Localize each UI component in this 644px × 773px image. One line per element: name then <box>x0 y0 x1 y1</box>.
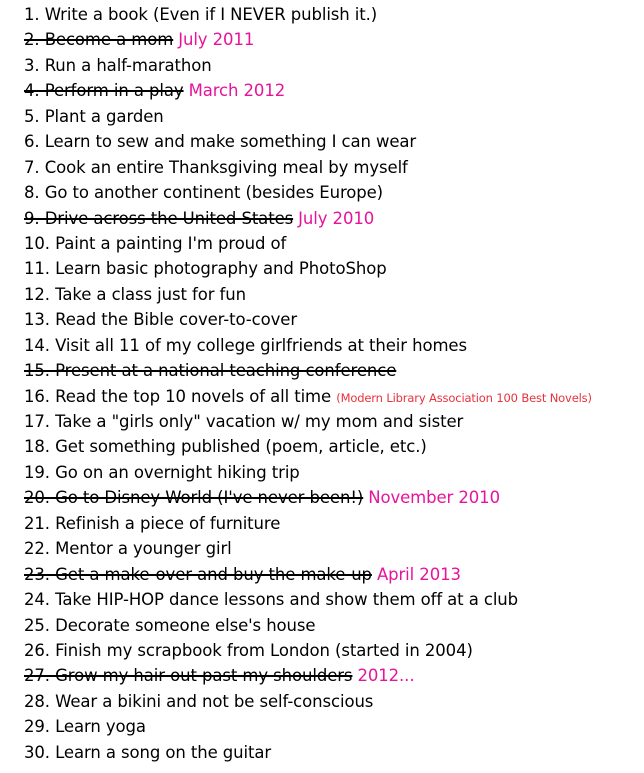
item-text: 17. Take a "girls only" vacation w/ my mom and sister <box>24 412 464 431</box>
list-item <box>24 663 640 688</box>
item-text: 29. Learn yoga <box>24 717 146 737</box>
item-text: 10. Paint a painting I'm proud of <box>24 233 287 253</box>
item-text: 19. Go on an overnight hiking trip <box>24 462 300 482</box>
list-item <box>24 409 640 434</box>
list-item <box>24 485 640 510</box>
list-item <box>24 53 640 78</box>
list-item <box>24 180 640 205</box>
item-text: 7. Cook an entire Thanksgiving meal by myself <box>24 157 408 177</box>
list-item <box>24 27 640 52</box>
completed-item-text: 4. Perform in a play <box>24 81 184 101</box>
list-item <box>24 536 640 561</box>
list-item <box>24 358 640 383</box>
completed-item-text: 20. Go to Disney World (I've never been!) <box>24 488 364 508</box>
item-text: 25. Decorate someone else's house <box>24 615 316 635</box>
completion-date: July 2011 <box>178 30 255 50</box>
item-text: 3. Run a half-marathon <box>24 55 212 75</box>
list-item <box>24 613 640 638</box>
list-item <box>24 638 640 663</box>
item-text: 16. Read the top 10 novels of all time <box>24 386 337 406</box>
completion-date: April 2013 <box>376 564 461 584</box>
completion-date: November 2010 <box>368 488 500 508</box>
item-text: 28. Wear a bikini and not be self-conscious <box>24 691 374 711</box>
list-item <box>24 714 640 739</box>
list-item <box>24 307 640 332</box>
item-text: 24. Take HIP-HOP dance lessons and show them off at a club <box>24 590 519 610</box>
list-item <box>24 689 640 714</box>
list-item <box>24 155 640 180</box>
item-text: 21. Refinish a piece of furniture <box>24 513 281 533</box>
item-text: 6. Learn to sew and make something I can wear <box>24 132 417 152</box>
bucket-list <box>24 2 640 765</box>
completed-item-text: 15. Present at a national teaching conference <box>24 361 397 381</box>
list-item <box>24 434 640 459</box>
list-item <box>24 231 640 256</box>
item-text: 1. Write a book (Even if I NEVER publish it.) <box>24 5 378 24</box>
list-item <box>24 511 640 536</box>
list-item <box>24 562 640 587</box>
completed-item-text: 2. Become a mom <box>24 30 174 50</box>
list-item <box>24 78 640 103</box>
item-text: 5. Plant a garden <box>24 106 164 126</box>
completion-date: March 2012 <box>188 81 286 101</box>
item-text: 14. Visit all 11 of my college girlfriends at their homes <box>24 335 467 355</box>
item-text: 18. Get something published (poem, article, etc.) <box>24 437 427 457</box>
list-item <box>24 129 640 154</box>
list-item <box>24 587 640 612</box>
list-item <box>24 384 640 409</box>
list-item <box>24 206 640 231</box>
list-item <box>24 460 640 485</box>
list-item <box>24 2 640 27</box>
item-text: 13. Read the Bible cover-to-cover <box>24 310 298 330</box>
list-item <box>24 256 640 281</box>
item-text: 12. Take a class just for fun <box>24 284 246 304</box>
item-text: 30. Learn a song on the guitar <box>24 742 272 762</box>
completion-date: July 2010 <box>298 208 375 228</box>
list-item <box>24 282 640 307</box>
list-item <box>24 104 640 129</box>
item-text: 8. Go to another continent (besides Europe) <box>24 183 384 203</box>
completed-item-text: 23. Get a make-over and buy the make-up <box>24 564 372 584</box>
item-text: 26. Finish my scrapbook from London (started in 2004) <box>24 640 473 660</box>
list-item <box>24 740 640 765</box>
completed-item-text: 9. Drive across the United States <box>24 208 294 228</box>
completed-item-text: 27. Grow my hair out past my shoulders <box>24 666 353 686</box>
completion-date: 2012... <box>357 666 415 686</box>
list-item <box>24 333 640 358</box>
item-note: (Modern Library Association 100 Best Novels) <box>336 390 592 405</box>
item-text: 22. Mentor a younger girl <box>24 539 232 559</box>
item-text: 11. Learn basic photography and PhotoShop <box>24 259 387 279</box>
